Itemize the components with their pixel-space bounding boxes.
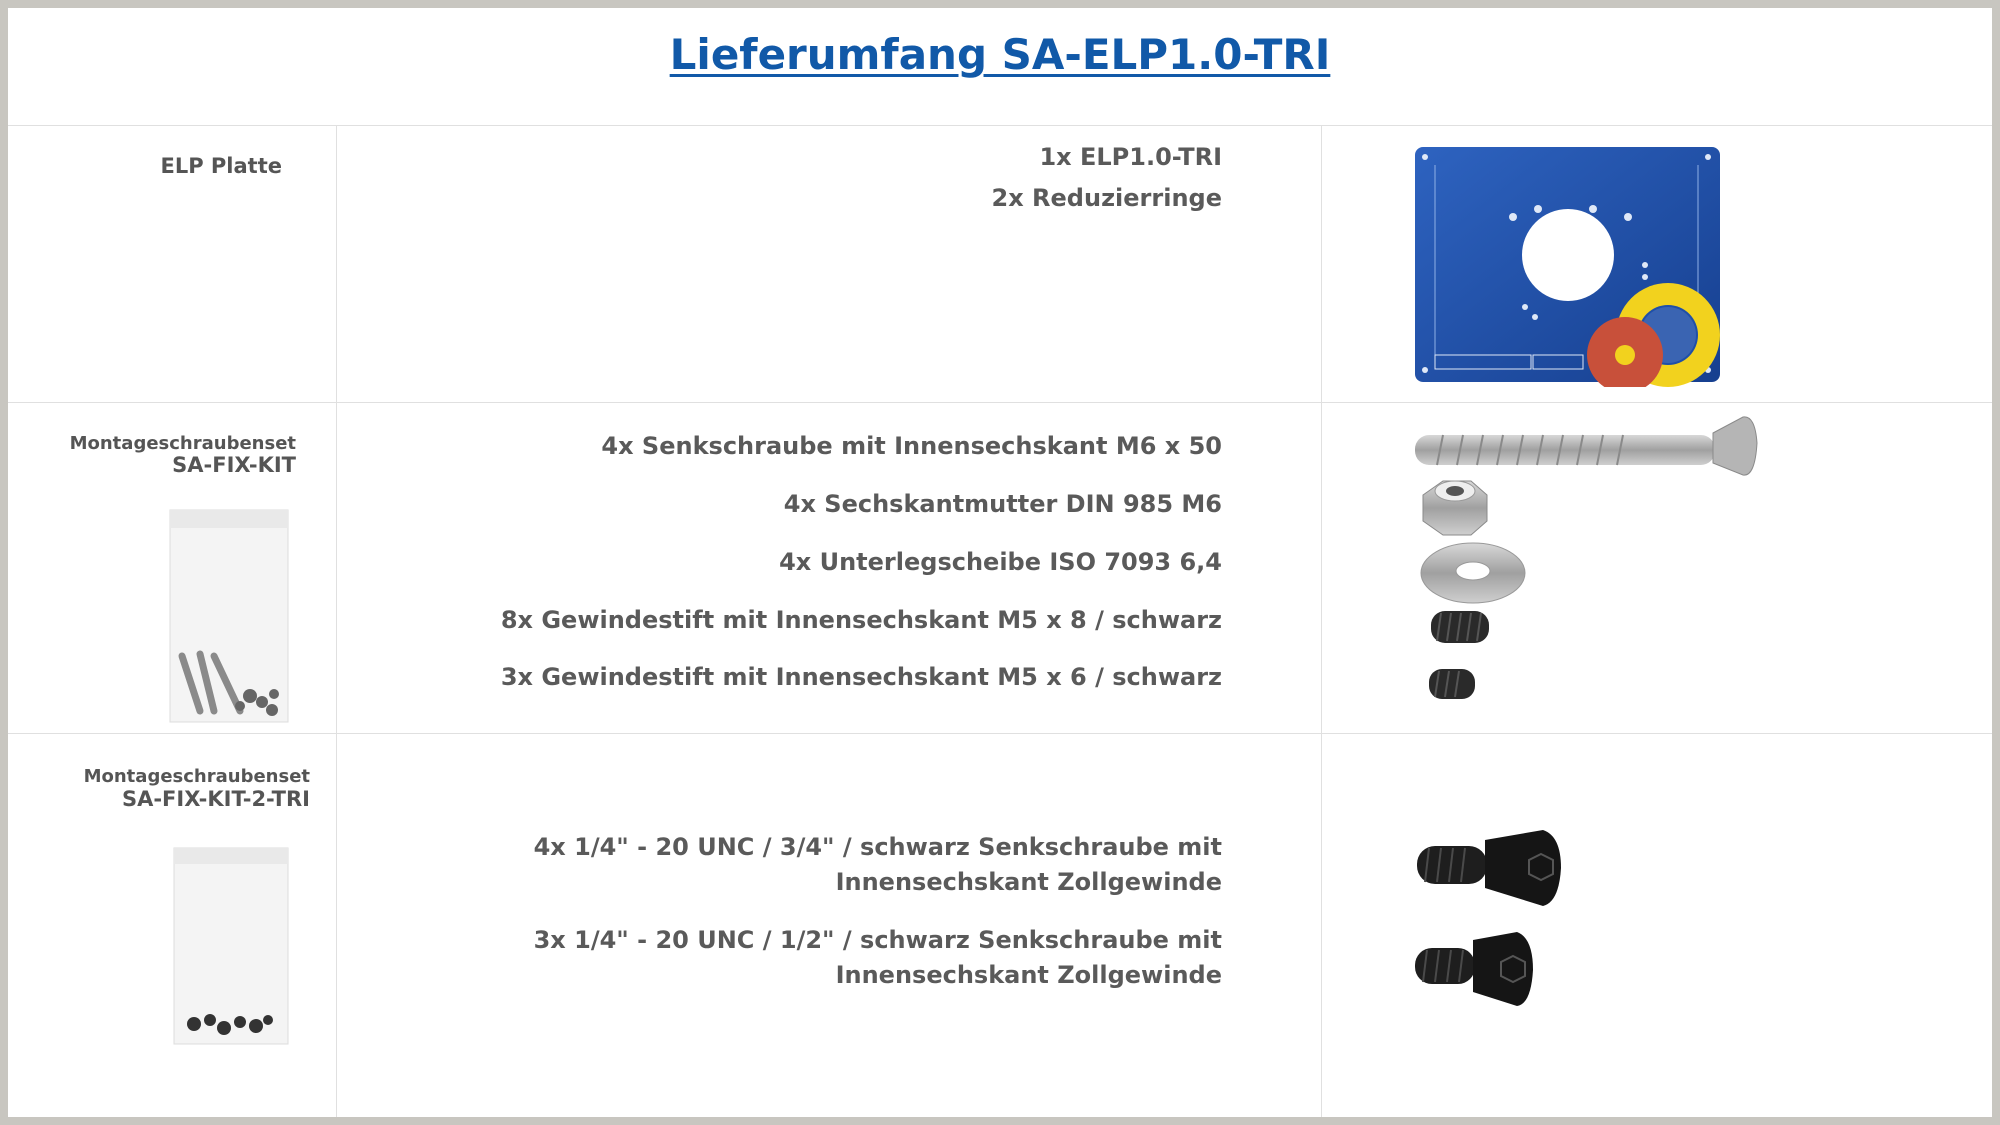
row-label-elp-platte: ELP Platte <box>160 154 282 178</box>
elp-plate-image <box>1413 145 1733 387</box>
row-label-line2: SA-FIX-KIT <box>172 453 296 477</box>
row-divider <box>8 125 1992 126</box>
row-label-line1: Montageschraubenset <box>69 433 296 454</box>
list-item: 4x 1/4" - 20 UNC / 3/4" / schwarz Senkschraube mit <box>533 833 1222 861</box>
column-divider <box>336 125 337 1117</box>
row-label-line2: SA-FIX-KIT-2-TRI <box>121 787 310 811</box>
document-page <box>8 8 1992 1117</box>
list-item: Innensechskant Zollgewinde <box>835 961 1222 989</box>
page-title: Lieferumfang SA-ELP1.0-TRI <box>669 30 1331 79</box>
list-item: Innensechskant Zollgewinde <box>835 868 1222 896</box>
list-item: 4x Senkschraube mit Innensechskant M6 x 50 <box>601 432 1222 460</box>
list-item: 4x Unterlegscheibe ISO 7093 6,4 <box>779 548 1222 576</box>
list-item: 2x Reduzierringe <box>991 184 1222 212</box>
list-item: 1x ELP1.0-TRI <box>1039 143 1222 171</box>
screw-set-bag-image <box>164 844 296 1050</box>
list-item: 8x Gewindestift mit Innensechskant M5 x 8 / schwarz <box>500 606 1222 634</box>
row-divider <box>8 733 1992 734</box>
hardware-parts-image <box>1413 413 1773 713</box>
row-label-line1: Montageschraubenset <box>83 766 310 787</box>
black-countersunk-screws-image <box>1413 828 1583 1028</box>
list-item: 3x 1/4" - 20 UNC / 1/2" / schwarz Senkschraube mit <box>533 926 1222 954</box>
row-divider <box>8 402 1992 403</box>
list-item: 3x Gewindestift mit Innensechskant M5 x 6 / schwarz <box>500 663 1222 691</box>
screw-set-bag-image <box>162 506 296 728</box>
list-item: 4x Sechskantmutter DIN 985 M6 <box>783 490 1222 518</box>
column-divider <box>1321 125 1322 1117</box>
